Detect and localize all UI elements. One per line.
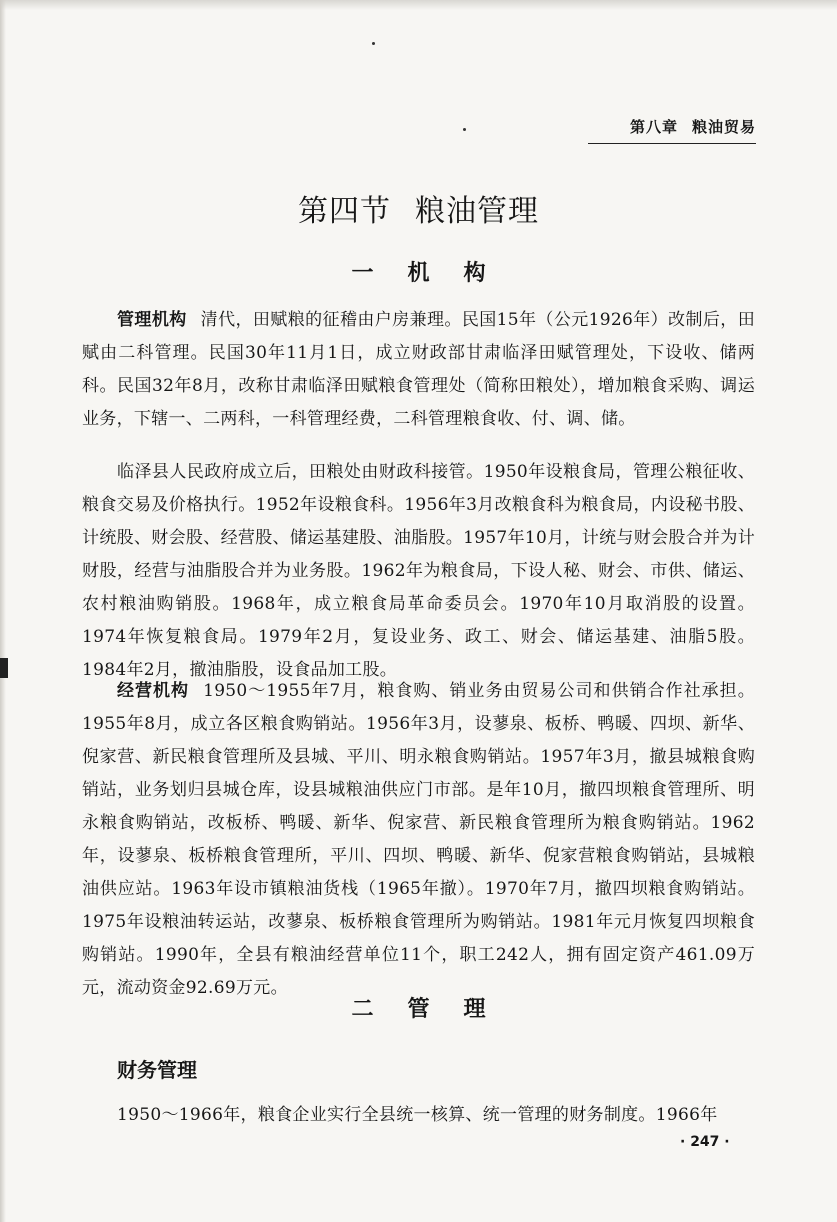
paragraph-government-org <box>82 456 755 687</box>
section-name: 粮油管理 <box>415 194 539 229</box>
heading-finance-management: 财务管理 <box>117 1058 197 1082</box>
paragraph-operating-org <box>82 675 755 1005</box>
scan-speck <box>372 42 375 45</box>
section-number: 第四节 <box>298 194 391 229</box>
paragraph-text: 临泽县人民政府成立后，田粮处由财政科接管。1950年设粮食局，管理公粮征收、粮食交易及价格执行。1952年设粮食科。1956年3月改粮食科为粮食局，内设秘书股、计统股、财会股、经营股、储运基建股、油脂股。1957年10月，计统与财会股合并为计财股，经营与油脂股合并为业务股。1962年为粮食局，下设人秘、财会、市供、储运、农村粮油购销股。1968年，成立粮食局革命委员会。1970年10月取消股的设置。1974年恢复粮食局。1979年2月，复设业务、政工、财会、储运基建、油脂5股。1984年2月，撤油脂股，设食品加工股。 <box>82 462 755 680</box>
paragraph-text: 1950～1955年7月，粮食购、销业务由贸易公司和供销合作社承担。1955年8月，成立各区粮食购销站。1956年3月，设蓼泉、板桥、鸭暖、四坝、新华、倪家营、新民粮食管理所及县城、平川、明永粮食购销站。1957年3月，撤县城粮食购销站，业务划归县城仓库，设县城粮油供应门市部。是年10月，撤四坝粮食管理所、明永粮食购销站，改板桥、鸭暖、新华、倪家营、新民粮食管理所为粮食购销站。1962年，设蓼泉、板桥粮食管理所，平川、四坝、鸭暖、新华、倪家营粮食购销站，县城粮油供应站。1963年设市镇粮油货栈（1965年撤）。1970年7月，撤四坝粮食购销站。1975年设粮油转运站，改蓼泉、板桥粮食管理所为购销站。1981年元月恢复四坝粮食购销站。1990年，全县有粮油经营单位11个，职工242人，拥有固定资产461.09万元，流动资金92.69万元。 <box>82 681 755 998</box>
paragraph-finance <box>117 1099 755 1132</box>
subsection-title-organization: 一机构 <box>351 261 520 286</box>
scan-binding-mark <box>0 658 8 678</box>
paragraph-lead: 经营机构 <box>117 681 190 701</box>
scan-top-edge <box>0 0 837 10</box>
running-head-topic: 粮油贸易 <box>691 118 756 136</box>
paragraph-text: 清代，田赋粮的征稽由户房兼理。民国15年（公元1926年）改制后，田赋由二科管理。民国30年11月1日，成立财政部甘肃临泽田赋管理处，下设收、储两科。民国32年8月，改称甘肃临泽田赋粮食管理处（简称田粮处），增加粮食采购、调运业务，下辖一、二两科，一科管理经费，二科管理粮食收、付、调、储。 <box>82 310 755 429</box>
scan-left-edge <box>0 0 6 1222</box>
running-head <box>588 116 756 144</box>
paragraph-management-org <box>82 304 755 436</box>
scan-speck <box>463 128 466 131</box>
paragraph-text: 1950～1966年，粮食企业实行全县统一核算、统一管理的财务制度。1966年 <box>117 1105 718 1125</box>
running-head-chapter: 第八章 <box>629 118 678 136</box>
subsection-title-management: 二管理 <box>351 997 520 1022</box>
paragraph-lead: 管理机构 <box>117 310 187 330</box>
page-number: · 247 · <box>680 1134 730 1150</box>
section-title <box>0 186 837 230</box>
